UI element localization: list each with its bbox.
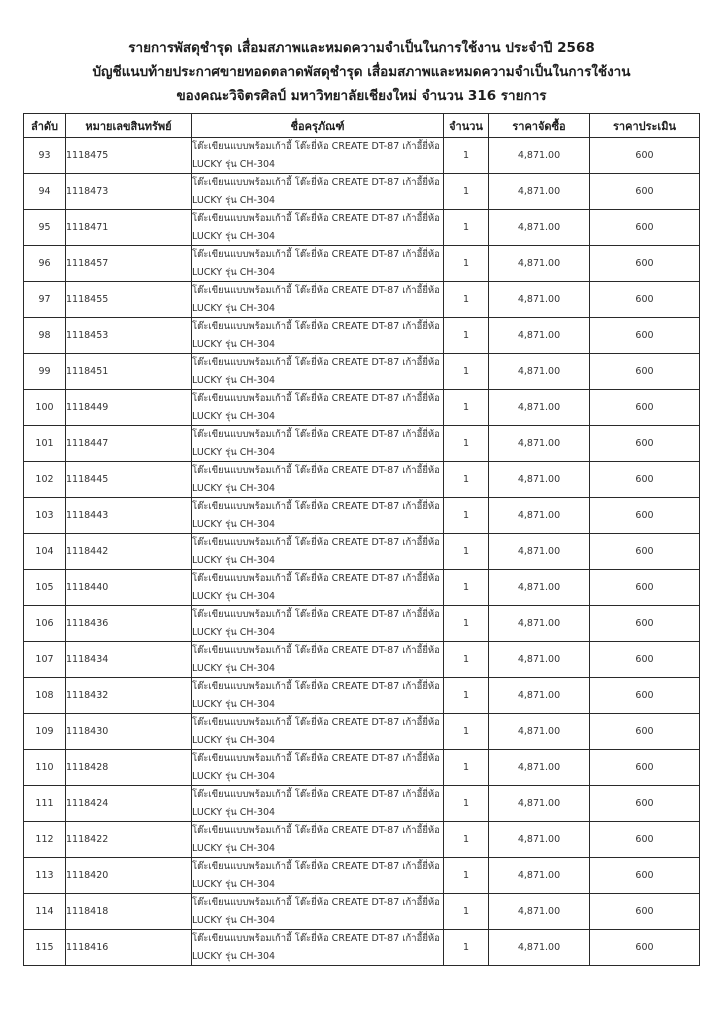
- name-line: โต๊ะเขียนแบบพร้อมเก้าอี้ โต๊ะยี่ห้อ CREATE DT-87 เก้าอี้ยี่ห้อ: [192, 717, 440, 728]
- name-line: โต๊ะเขียนแบบพร้อมเก้าอี้ โต๊ะยี่ห้อ CREATE DT-87 เก้าอี้ยี่ห้อ: [192, 321, 440, 332]
- name-cell: [192, 858, 444, 894]
- qty-cell: 1: [444, 318, 489, 354]
- name-cell: [192, 390, 444, 426]
- name-line-model: LUCKY รุ่น CH-304: [192, 734, 276, 746]
- seq-cell: 96: [24, 246, 66, 282]
- table-row: [24, 498, 700, 534]
- header-cost: ราคาจัดซื้อ: [489, 114, 590, 138]
- asset-no-cell: 1118453: [66, 318, 192, 354]
- name-line: โต๊ะเขียนแบบพร้อมเก้าอี้ โต๊ะยี่ห้อ CREATE DT-87 เก้าอี้ยี่ห้อ: [192, 393, 440, 404]
- name-cell: [192, 930, 444, 966]
- cost-cell: 4,871.00: [489, 606, 590, 642]
- estimate-cell: 600: [590, 174, 700, 210]
- name-cell: [192, 570, 444, 606]
- qty-cell: 1: [444, 786, 489, 822]
- asset-no-cell: 1118434: [66, 642, 192, 678]
- estimate-cell: 600: [590, 606, 700, 642]
- name-line: โต๊ะเขียนแบบพร้อมเก้าอี้ โต๊ะยี่ห้อ CREATE DT-87 เก้าอี้ยี่ห้อ: [192, 789, 440, 800]
- estimate-cell: 600: [590, 786, 700, 822]
- table-row: [24, 246, 700, 282]
- name-line: โต๊ะเขียนแบบพร้อมเก้าอี้ โต๊ะยี่ห้อ CREATE DT-87 เก้าอี้ยี่ห้อ: [192, 537, 440, 548]
- table-row: [24, 318, 700, 354]
- name-line: โต๊ะเขียนแบบพร้อมเก้าอี้ โต๊ะยี่ห้อ CREATE DT-87 เก้าอี้ยี่ห้อ: [192, 609, 440, 620]
- name-cell: [192, 750, 444, 786]
- estimate-cell: 600: [590, 678, 700, 714]
- name-line-model: LUCKY รุ่น CH-304: [192, 914, 276, 926]
- name-line-model: LUCKY รุ่น CH-304: [192, 554, 276, 566]
- table-row: [24, 786, 700, 822]
- name-cell: [192, 138, 444, 174]
- cost-cell: 4,871.00: [489, 210, 590, 246]
- asset-no-cell: 1118430: [66, 714, 192, 750]
- estimate-cell: 600: [590, 930, 700, 966]
- asset-no-cell: 1118475: [66, 138, 192, 174]
- cost-cell: 4,871.00: [489, 786, 590, 822]
- qty-cell: 1: [444, 822, 489, 858]
- cost-cell: 4,871.00: [489, 282, 590, 318]
- name-cell: [192, 534, 444, 570]
- asset-no-cell: 1118440: [66, 570, 192, 606]
- table-row: [24, 750, 700, 786]
- document-subtitle: บัญชีแนบท้ายประกาศขายทอดตลาดพัสดุชำรุด เสื่อมสภาพและหมดความจำเป็นในการใช้งาน: [92, 64, 631, 80]
- seq-cell: 109: [24, 714, 66, 750]
- table-row: [24, 462, 700, 498]
- name-line: โต๊ะเขียนแบบพร้อมเก้าอี้ โต๊ะยี่ห้อ CREATE DT-87 เก้าอี้ยี่ห้อ: [192, 213, 440, 224]
- name-line-model: LUCKY รุ่น CH-304: [192, 374, 276, 386]
- header-seq: ลำดับ: [24, 114, 66, 138]
- cost-cell: 4,871.00: [489, 822, 590, 858]
- qty-cell: 1: [444, 390, 489, 426]
- seq-cell: 102: [24, 462, 66, 498]
- name-line-model: LUCKY รุ่น CH-304: [192, 266, 276, 278]
- qty-cell: 1: [444, 498, 489, 534]
- name-line-model: LUCKY รุ่น CH-304: [192, 950, 276, 962]
- estimate-cell: 600: [590, 858, 700, 894]
- qty-cell: 1: [444, 642, 489, 678]
- name-line: โต๊ะเขียนแบบพร้อมเก้าอี้ โต๊ะยี่ห้อ CREATE DT-87 เก้าอี้ยี่ห้อ: [192, 357, 440, 368]
- asset-no-cell: 1118422: [66, 822, 192, 858]
- cost-cell: 4,871.00: [489, 678, 590, 714]
- asset-no-cell: 1118424: [66, 786, 192, 822]
- seq-cell: 112: [24, 822, 66, 858]
- table-row: [24, 930, 700, 966]
- qty-cell: 1: [444, 138, 489, 174]
- table-row: [24, 606, 700, 642]
- seq-cell: 105: [24, 570, 66, 606]
- header-qty: จำนวน: [444, 114, 489, 138]
- name-cell: [192, 498, 444, 534]
- name-line: โต๊ะเขียนแบบพร้อมเก้าอี้ โต๊ะยี่ห้อ CREATE DT-87 เก้าอี้ยี่ห้อ: [192, 897, 440, 908]
- name-line: โต๊ะเขียนแบบพร้อมเก้าอี้ โต๊ะยี่ห้อ CREATE DT-87 เก้าอี้ยี่ห้อ: [192, 933, 440, 944]
- cost-cell: 4,871.00: [489, 498, 590, 534]
- seq-cell: 103: [24, 498, 66, 534]
- name-cell: [192, 786, 444, 822]
- qty-cell: 1: [444, 210, 489, 246]
- qty-cell: 1: [444, 930, 489, 966]
- seq-cell: 95: [24, 210, 66, 246]
- name-line-model: LUCKY รุ่น CH-304: [192, 878, 276, 890]
- table-row: [24, 138, 700, 174]
- header-name: ชื่อครุภัณฑ์: [192, 114, 444, 138]
- cost-cell: 4,871.00: [489, 354, 590, 390]
- cost-cell: 4,871.00: [489, 858, 590, 894]
- table-row: [24, 390, 700, 426]
- estimate-cell: 600: [590, 282, 700, 318]
- estimate-cell: 600: [590, 390, 700, 426]
- name-line-model: LUCKY รุ่น CH-304: [192, 626, 276, 638]
- estimate-cell: 600: [590, 354, 700, 390]
- name-line-model: LUCKY รุ่น CH-304: [192, 590, 276, 602]
- seq-cell: 106: [24, 606, 66, 642]
- qty-cell: 1: [444, 570, 489, 606]
- name-line-model: LUCKY รุ่น CH-304: [192, 770, 276, 782]
- name-line: โต๊ะเขียนแบบพร้อมเก้าอี้ โต๊ะยี่ห้อ CREATE DT-87 เก้าอี้ยี่ห้อ: [192, 177, 440, 188]
- seq-cell: 107: [24, 642, 66, 678]
- estimate-cell: 600: [590, 246, 700, 282]
- asset-no-cell: 1118471: [66, 210, 192, 246]
- qty-cell: 1: [444, 894, 489, 930]
- seq-cell: 97: [24, 282, 66, 318]
- estimate-cell: 600: [590, 714, 700, 750]
- name-cell: [192, 822, 444, 858]
- cost-cell: 4,871.00: [489, 390, 590, 426]
- seq-cell: 110: [24, 750, 66, 786]
- asset-no-cell: 1118443: [66, 498, 192, 534]
- name-line: โต๊ะเขียนแบบพร้อมเก้าอี้ โต๊ะยี่ห้อ CREATE DT-87 เก้าอี้ยี่ห้อ: [192, 501, 440, 512]
- name-line: โต๊ะเขียนแบบพร้อมเก้าอี้ โต๊ะยี่ห้อ CREATE DT-87 เก้าอี้ยี่ห้อ: [192, 285, 440, 296]
- asset-no-cell: 1118418: [66, 894, 192, 930]
- name-line-model: LUCKY รุ่น CH-304: [192, 230, 276, 242]
- qty-cell: 1: [444, 750, 489, 786]
- qty-cell: 1: [444, 678, 489, 714]
- name-cell: [192, 282, 444, 318]
- asset-no-cell: 1118473: [66, 174, 192, 210]
- name-line: โต๊ะเขียนแบบพร้อมเก้าอี้ โต๊ะยี่ห้อ CREATE DT-87 เก้าอี้ยี่ห้อ: [192, 141, 440, 152]
- table-row: [24, 858, 700, 894]
- asset-no-cell: 1118442: [66, 534, 192, 570]
- table-header-row: [24, 114, 700, 138]
- cost-cell: 4,871.00: [489, 642, 590, 678]
- cost-cell: 4,871.00: [489, 138, 590, 174]
- name-line-model: LUCKY รุ่น CH-304: [192, 662, 276, 674]
- seq-cell: 94: [24, 174, 66, 210]
- name-line-model: LUCKY รุ่น CH-304: [192, 194, 276, 206]
- name-line: โต๊ะเขียนแบบพร้อมเก้าอี้ โต๊ะยี่ห้อ CREATE DT-87 เก้าอี้ยี่ห้อ: [192, 249, 440, 260]
- name-line: โต๊ะเขียนแบบพร้อมเก้าอี้ โต๊ะยี่ห้อ CREATE DT-87 เก้าอี้ยี่ห้อ: [192, 465, 440, 476]
- qty-cell: 1: [444, 534, 489, 570]
- asset-no-cell: 1118449: [66, 390, 192, 426]
- table-row: [24, 354, 700, 390]
- asset-no-cell: 1118436: [66, 606, 192, 642]
- estimate-cell: 600: [590, 642, 700, 678]
- seq-cell: 104: [24, 534, 66, 570]
- qty-cell: 1: [444, 246, 489, 282]
- estimate-cell: 600: [590, 498, 700, 534]
- name-cell: [192, 426, 444, 462]
- asset-no-cell: 1118420: [66, 858, 192, 894]
- name-cell: [192, 174, 444, 210]
- name-line: โต๊ะเขียนแบบพร้อมเก้าอี้ โต๊ะยี่ห้อ CREATE DT-87 เก้าอี้ยี่ห้อ: [192, 681, 440, 692]
- seq-cell: 98: [24, 318, 66, 354]
- name-cell: [192, 678, 444, 714]
- asset-table: [23, 113, 700, 966]
- cost-cell: 4,871.00: [489, 570, 590, 606]
- name-cell: [192, 462, 444, 498]
- table-row: [24, 822, 700, 858]
- header-estimate: ราคาประเมิน: [590, 114, 700, 138]
- seq-cell: 111: [24, 786, 66, 822]
- document-header: [0, 36, 723, 108]
- name-cell: [192, 894, 444, 930]
- name-line: โต๊ะเขียนแบบพร้อมเก้าอี้ โต๊ะยี่ห้อ CREATE DT-87 เก้าอี้ยี่ห้อ: [192, 573, 440, 584]
- estimate-cell: 600: [590, 894, 700, 930]
- name-line-model: LUCKY รุ่น CH-304: [192, 698, 276, 710]
- name-cell: [192, 642, 444, 678]
- cost-cell: 4,871.00: [489, 750, 590, 786]
- name-line-model: LUCKY รุ่น CH-304: [192, 410, 276, 422]
- table-row: [24, 894, 700, 930]
- seq-cell: 100: [24, 390, 66, 426]
- asset-no-cell: 1118428: [66, 750, 192, 786]
- estimate-cell: 600: [590, 750, 700, 786]
- cost-cell: 4,871.00: [489, 714, 590, 750]
- table-row: [24, 534, 700, 570]
- name-cell: [192, 606, 444, 642]
- cost-cell: 4,871.00: [489, 246, 590, 282]
- name-cell: [192, 210, 444, 246]
- cost-cell: 4,871.00: [489, 174, 590, 210]
- name-line-model: LUCKY รุ่น CH-304: [192, 842, 276, 854]
- table-row: [24, 210, 700, 246]
- seq-cell: 115: [24, 930, 66, 966]
- qty-cell: 1: [444, 606, 489, 642]
- table-body: [24, 138, 700, 966]
- asset-no-cell: 1118447: [66, 426, 192, 462]
- name-cell: [192, 318, 444, 354]
- name-line: โต๊ะเขียนแบบพร้อมเก้าอี้ โต๊ะยี่ห้อ CREATE DT-87 เก้าอี้ยี่ห้อ: [192, 861, 440, 872]
- seq-cell: 114: [24, 894, 66, 930]
- asset-no-cell: 1118416: [66, 930, 192, 966]
- cost-cell: 4,871.00: [489, 894, 590, 930]
- name-line-model: LUCKY รุ่น CH-304: [192, 518, 276, 530]
- estimate-cell: 600: [590, 318, 700, 354]
- qty-cell: 1: [444, 174, 489, 210]
- cost-cell: 4,871.00: [489, 462, 590, 498]
- name-line-model: LUCKY รุ่น CH-304: [192, 158, 276, 170]
- header-asset-no: หมายเลขสินทรัพย์: [66, 114, 192, 138]
- name-line-model: LUCKY รุ่น CH-304: [192, 338, 276, 350]
- table-row: [24, 426, 700, 462]
- table-row: [24, 174, 700, 210]
- table-row: [24, 642, 700, 678]
- qty-cell: 1: [444, 426, 489, 462]
- qty-cell: 1: [444, 462, 489, 498]
- name-cell: [192, 354, 444, 390]
- cost-cell: 4,871.00: [489, 930, 590, 966]
- document-title: รายการพัสดุชำรุด เสื่อมสภาพและหมดความจำเป็นในการใช้งาน ประจำปี 2568: [128, 40, 595, 56]
- estimate-cell: 600: [590, 138, 700, 174]
- name-line-model: LUCKY รุ่น CH-304: [192, 302, 276, 314]
- name-line: โต๊ะเขียนแบบพร้อมเก้าอี้ โต๊ะยี่ห้อ CREATE DT-87 เก้าอี้ยี่ห้อ: [192, 753, 440, 764]
- seq-cell: 93: [24, 138, 66, 174]
- estimate-cell: 600: [590, 822, 700, 858]
- cost-cell: 4,871.00: [489, 534, 590, 570]
- qty-cell: 1: [444, 282, 489, 318]
- name-line: โต๊ะเขียนแบบพร้อมเก้าอี้ โต๊ะยี่ห้อ CREATE DT-87 เก้าอี้ยี่ห้อ: [192, 429, 440, 440]
- estimate-cell: 600: [590, 210, 700, 246]
- table-row: [24, 714, 700, 750]
- asset-no-cell: 1118432: [66, 678, 192, 714]
- seq-cell: 108: [24, 678, 66, 714]
- table-row: [24, 678, 700, 714]
- table-row: [24, 282, 700, 318]
- table-row: [24, 570, 700, 606]
- asset-no-cell: 1118451: [66, 354, 192, 390]
- qty-cell: 1: [444, 858, 489, 894]
- seq-cell: 101: [24, 426, 66, 462]
- qty-cell: 1: [444, 354, 489, 390]
- name-line-model: LUCKY รุ่น CH-304: [192, 806, 276, 818]
- asset-no-cell: 1118457: [66, 246, 192, 282]
- name-line-model: LUCKY รุ่น CH-304: [192, 446, 276, 458]
- name-cell: [192, 714, 444, 750]
- asset-no-cell: 1118455: [66, 282, 192, 318]
- cost-cell: 4,871.00: [489, 426, 590, 462]
- seq-cell: 113: [24, 858, 66, 894]
- estimate-cell: 600: [590, 426, 700, 462]
- estimate-cell: 600: [590, 570, 700, 606]
- name-line: โต๊ะเขียนแบบพร้อมเก้าอี้ โต๊ะยี่ห้อ CREATE DT-87 เก้าอี้ยี่ห้อ: [192, 825, 440, 836]
- name-line-model: LUCKY รุ่น CH-304: [192, 482, 276, 494]
- asset-no-cell: 1118445: [66, 462, 192, 498]
- qty-cell: 1: [444, 714, 489, 750]
- seq-cell: 99: [24, 354, 66, 390]
- estimate-cell: 600: [590, 534, 700, 570]
- name-line: โต๊ะเขียนแบบพร้อมเก้าอี้ โต๊ะยี่ห้อ CREATE DT-87 เก้าอี้ยี่ห้อ: [192, 645, 440, 656]
- document-subtitle-2: ของคณะวิจิตรศิลป์ มหาวิทยาลัยเชียงใหม่ จำนวน 316 รายการ: [176, 88, 547, 104]
- name-cell: [192, 246, 444, 282]
- estimate-cell: 600: [590, 462, 700, 498]
- cost-cell: 4,871.00: [489, 318, 590, 354]
